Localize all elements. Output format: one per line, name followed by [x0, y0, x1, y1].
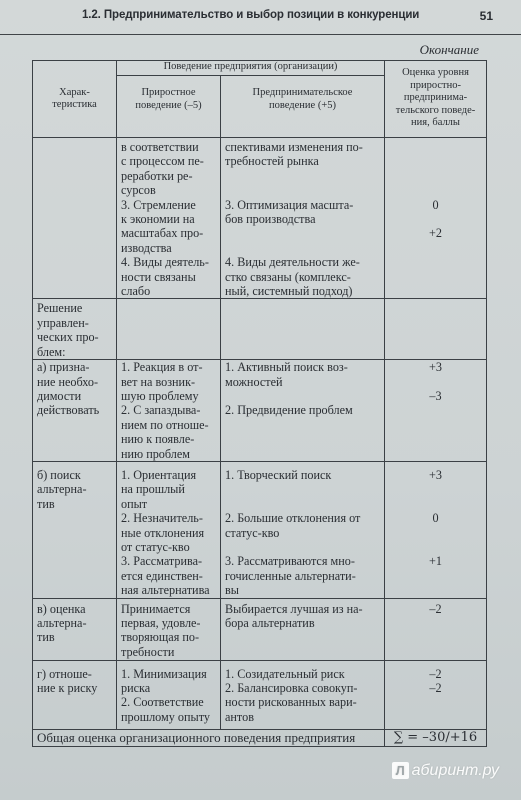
row-a-score: +3 –3	[385, 360, 487, 462]
table-row-section	[33, 299, 487, 360]
row-d-incremental: 1. Минимизация риска 2. Соответствие прошлому опыту	[117, 660, 221, 729]
row-c-score: –2	[385, 598, 487, 660]
row-a-entrepreneurial: 1. Активный поиск воз- можностей 2. Предвидение проблем	[221, 360, 385, 462]
row-b-entrepreneurial: 1. Творческий поиск 2. Большие отклонения от статус-кво 3. Рассматриваются мно- гочисленные альтернати- вы	[221, 461, 385, 598]
logo-text: абиринт.ру	[411, 762, 499, 779]
row-c-incremental: Принимается первая, удовле- творяющая по- требности	[117, 598, 221, 660]
row-b-label: б) поиск альтерна- тив	[33, 461, 117, 598]
header-score: Оценка уровня приростно- предпринима- тельского поведе- ния, баллы	[385, 61, 487, 138]
logo-mark-icon: Л	[392, 762, 409, 779]
section-label: Решение управлен- ческих про- блем:	[33, 299, 117, 360]
table-row-c	[33, 598, 487, 660]
header-entrepreneurial: Предпринимательское поведение (+5)	[221, 76, 385, 138]
header-characteristic: Харак- теристика	[33, 61, 117, 138]
header-incremental: Приростное поведение (–5)	[117, 76, 221, 138]
continuation-label-cell	[33, 138, 117, 299]
table-continuation-caption: Окончание	[419, 42, 479, 57]
table-row-a	[33, 360, 487, 462]
row-b-incremental: 1. Ориентация на прошлый опыт 2. Незначитель- ные отклонения от статус-кво 3. Рассматрива- ется единствен- ная альтернатива	[117, 461, 221, 598]
row-d-label: г) отноше- ние к риску	[33, 660, 117, 729]
total-value: ∑ = –30/+16	[385, 729, 487, 746]
running-header	[0, 0, 521, 35]
continuation-entrepreneurial: спективами изменения по- требностей рынка 3. Оптимизация масшта- бов производства 4. Виды деятельности же- стко связаны (комплекс- ный, системный подход)	[221, 138, 385, 299]
row-c-label: в) оценка альтерна- тив	[33, 598, 117, 660]
continuation-score: 0 +2	[385, 138, 487, 299]
row-a-label: а) призна- ние необхо- димости действовать	[33, 360, 117, 462]
row-b-score: +3 0 +1	[385, 461, 487, 598]
header-behavior-group: Поведение предприятия (организации)	[117, 61, 385, 76]
row-d-entrepreneurial: 1. Созидательный риск 2. Балансировка совокуп- ности рискованных вари- антов	[221, 660, 385, 729]
labirint-logo	[392, 762, 499, 780]
row-d-score: –2 –2	[385, 660, 487, 729]
page-number: 51	[479, 9, 493, 23]
row-c-entrepreneurial: Выбирается лучшая из на- бора альтернатив	[221, 598, 385, 660]
continuation-incremental: в соответствии с процессом пе- реработки ре- сурсов 3. Стремление к экономии на масштабах про- изводства 4. Виды деятель- ности связаны слабо	[117, 138, 221, 299]
row-a-incremental: 1. Реакция в от- вет на возник- шую проблему 2. С запаздыва- нием по отноше- нию к появле- нию проблем	[117, 360, 221, 462]
table-row-continuation	[33, 138, 487, 299]
behavior-table	[32, 60, 487, 747]
table-header-row	[33, 61, 487, 76]
total-label: Общая оценка организационного поведения предприятия	[33, 729, 385, 746]
table-row-d	[33, 660, 487, 729]
table-total-row	[33, 729, 487, 746]
table-row-b	[33, 461, 487, 598]
header-title: 1.2. Предпринимательство и выбор позиции в конкуренции	[82, 9, 420, 21]
